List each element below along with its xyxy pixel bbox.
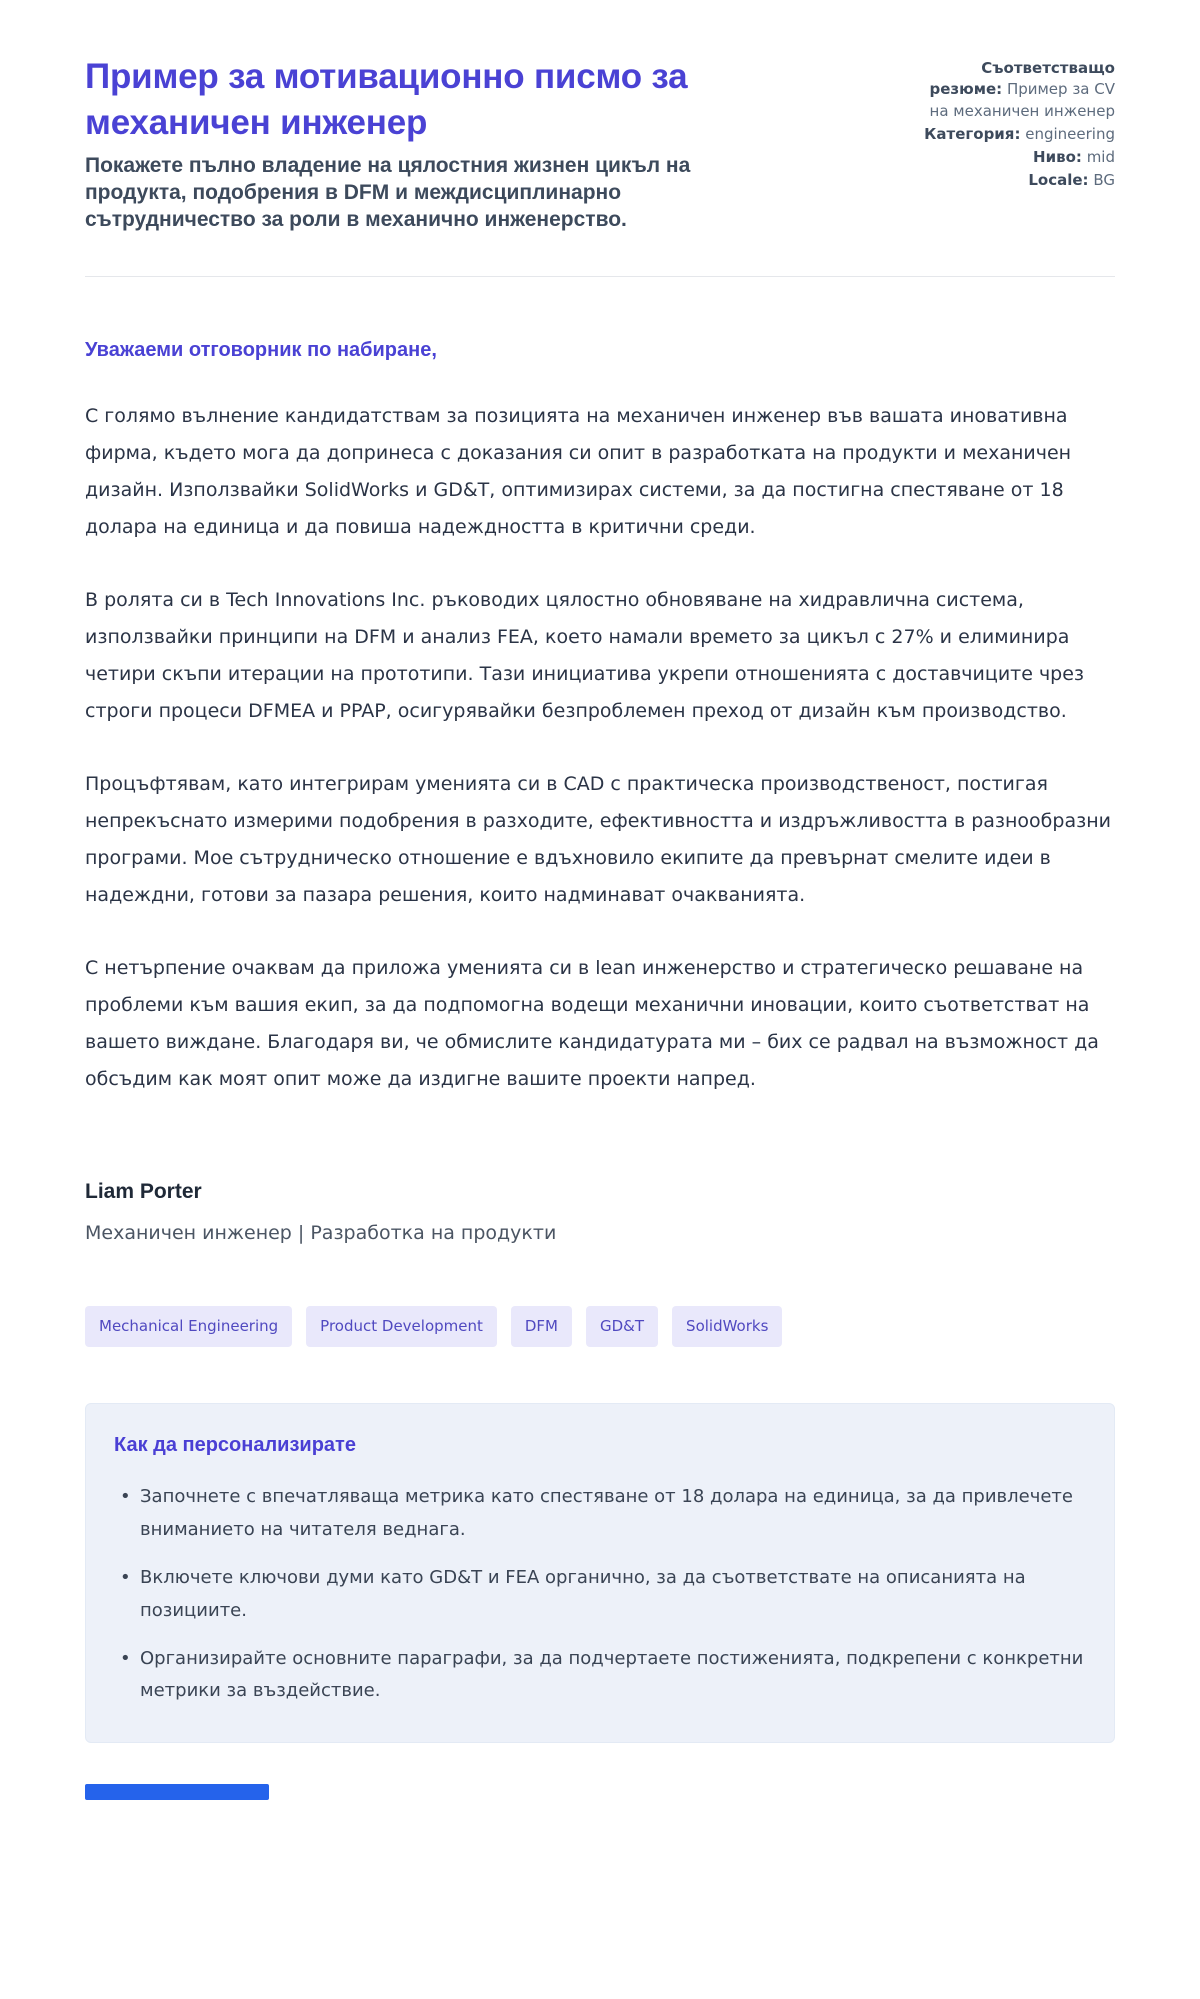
header-divider [85,276,1115,277]
meta-panel [910,58,1115,194]
meta-row-category [910,124,1115,145]
page-subtitle: Покажете пълно владение на цялостния жизнен цикъл на продукта, подобрения в DFM и междисциплинарно сътрудничество за роли в механично инженерство. [85,154,691,231]
bottom-accent-bar [85,1784,269,1800]
meta-value: BG [1093,171,1115,190]
tip-item: • Започнете с впечатляваща метрика като спестяване от 18 долара на единица, за да привлечете вниманието на читателя веднага. [114,1481,1086,1546]
meta-value: engineering [1025,124,1115,143]
skill-tag: DFM [511,1306,572,1347]
letter-paragraph: С нетърпение очаквам да приложа уменията си в lean инженерство и стратегическо решаване на проблеми към вашия екип, за да подпомогна водещи механични иновации, които съответстват на вашето виждане. Благодаря ви, че обмислите кандидатурата ми – бих се радвал на възможност да обсъдим как моят опит може да издигне вашите проекти напред. [85,957,1099,1091]
tip-item: • Включете ключови думи като GD&T и FEA органично, за да съответствате на описанията на позициите. [114,1562,1086,1627]
letter-body [85,339,1115,1800]
letter-paragraph: В ролята си в Tech Innovations Inc. ръководих цялостно обновяване на хидравлична система, използвайки принципи на DFM и анализ FEA, което намали времето за цикъл с 27% и елиминира четири скъпи итерации на прототипи. Тази инициатива укрепи отношенията с доставчиците чрез строги процеси DFMEA и PPAP, осигурявайки безпроблемен преход от дизайн към производство. [85,588,1085,722]
meta-label: Ниво: [1033,148,1082,167]
meta-row-level [910,147,1115,168]
skill-tags [85,1306,1115,1347]
tips-heading: Как да персонализирате [114,1434,356,1457]
personalization-tips-box [85,1403,1115,1742]
meta-label: Категория: [924,124,1021,143]
tip-item: • Организирайте основните параграфи, за да подчертаете постиженията, подкрепени с конкретни метрики за въздействие. [114,1643,1086,1708]
letter-paragraph: Процъфтявам, като интегрирам уменията си в CAD с практическа производственост, постигая непрекъснато измерими подобрения в разходите, ефективността и издръжливостта в разнообразни програми. Мое сътрудническо отношение е вдъхновило екипите да превърнат смелите идеи в надеждни, готови за пазара решения, които надминават очакванията. [85,773,1111,907]
meta-row-resume [910,58,1115,122]
skill-tag: Mechanical Engineering [85,1306,292,1347]
skill-tag: Product Development [306,1306,497,1347]
signature-name: Liam Porter [85,1180,202,1204]
meta-value: Пример за CV на механичен инженер [929,80,1115,120]
header-title-block [85,54,735,234]
skill-tag: SolidWorks [672,1306,782,1347]
meta-label: Locale: [1028,171,1089,190]
header [85,54,1115,234]
meta-row-locale [910,170,1115,191]
tips-list [114,1481,1086,1707]
signature-title: Механичен инженер | Разработка на продукти [85,1222,557,1245]
page-title: Пример за мотивационно писмо за механичен инженер [85,57,688,142]
letter-paragraph: С голямо вълнение кандидатствам за позицията на механичен инженер във вашата иновативна фирма, където мога да допринеса с доказания си опит в разработката на продукти и механичен дизайн. Използвайки SolidWorks и GD&T, оптимизирах системи, за да постигна спестяване от 18 долара на единица и да повиша надеждността в критични среди. [85,404,1072,538]
meta-value: mid [1086,148,1115,167]
skill-tag: GD&T [586,1306,658,1347]
meta-label: Съответстващо резюме: [929,59,1115,99]
letter-greeting: Уважаеми отговорник по набиране, [85,338,437,361]
